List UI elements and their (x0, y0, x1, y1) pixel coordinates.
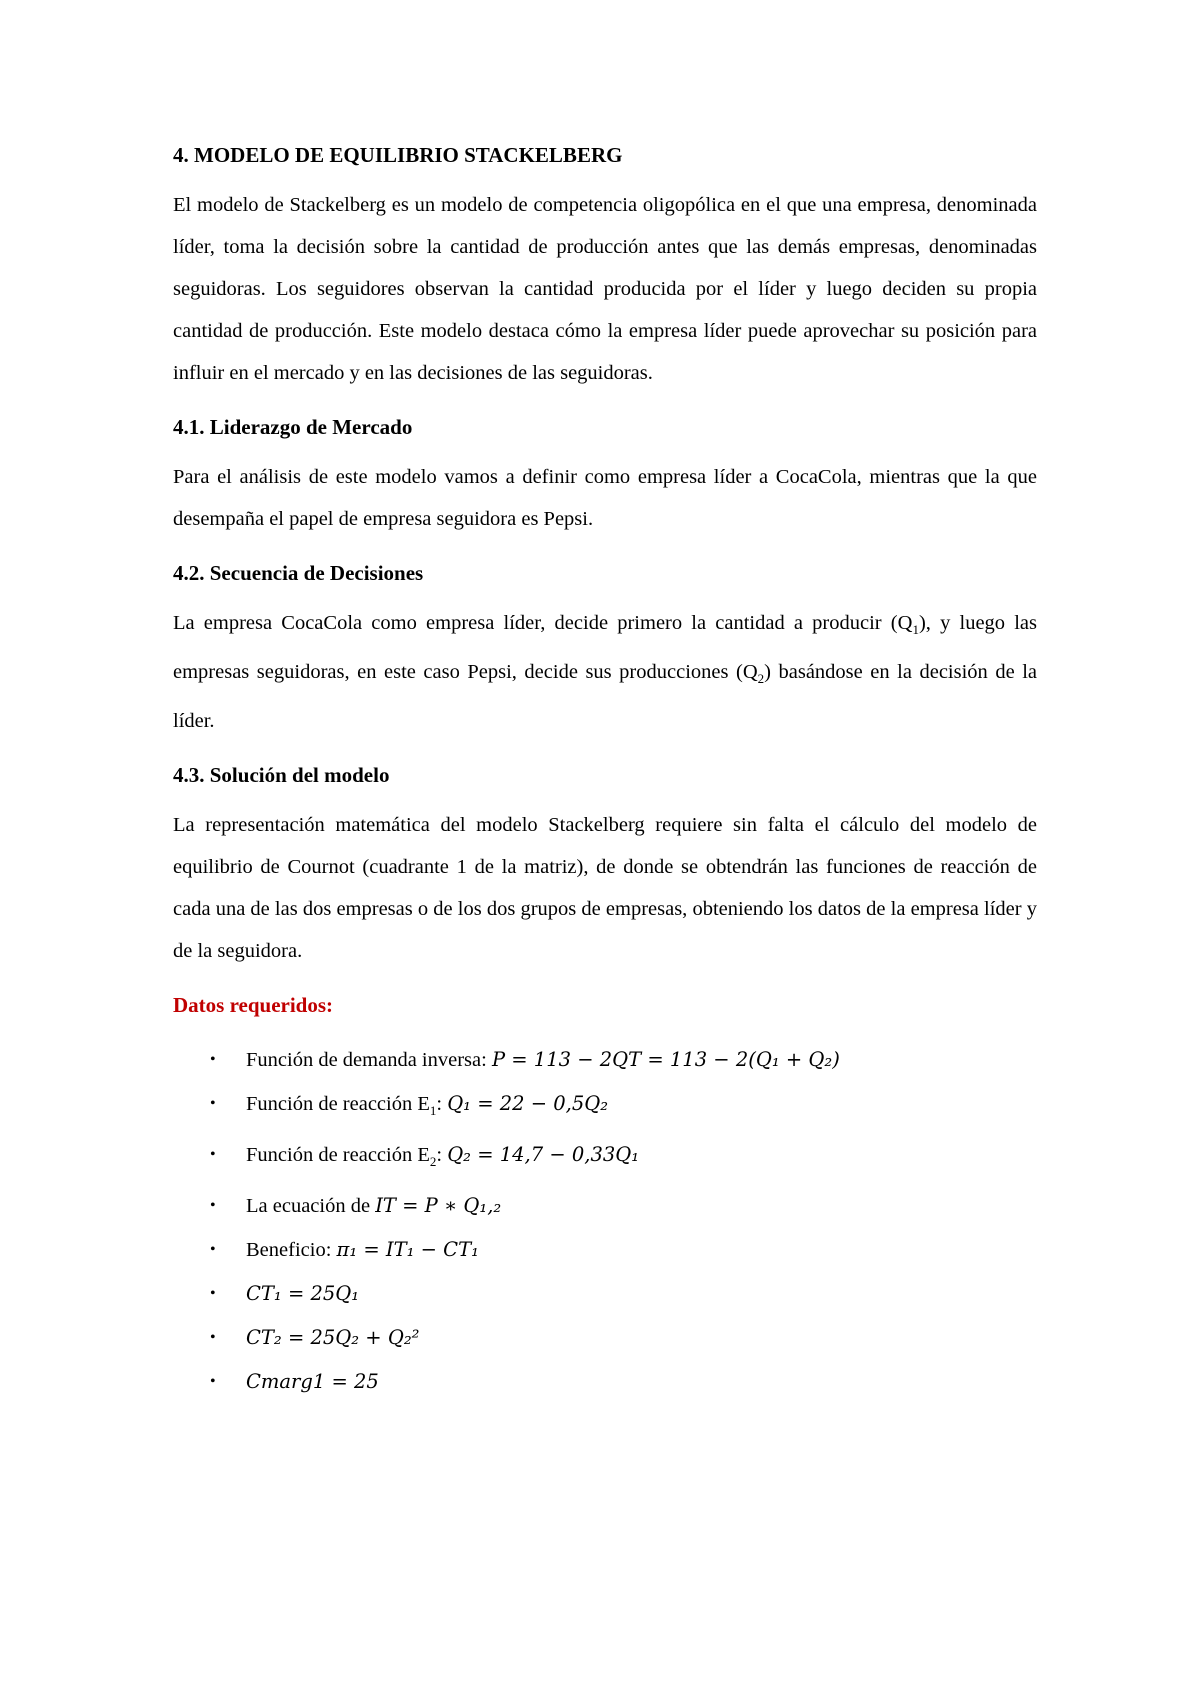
bullet-icon: • (210, 1095, 216, 1113)
bullet-icon: • (210, 1329, 216, 1347)
formula: π₁ = IT₁ − CT₁ (336, 1238, 479, 1262)
document-page (173, 140, 1037, 1404)
list-item: • Función de reacción $E_2$: Q₂ = 14,7 − 0,33Q₁ (173, 1133, 1037, 1184)
list-item: • Función de reacción $E_1$: Q₁ = 22 − 0,5Q₂ (173, 1082, 1037, 1133)
formula: Q₁ = 22 − 0,5Q₂ (447, 1092, 609, 1116)
leadership-paragraph: Para el análisis de este modelo vamos a definir como empresa líder a CocaCola, mientras que la que desempaña el papel de empresa seguidora es Pepsi. (173, 466, 1037, 530)
bullet-icon: • (210, 1051, 216, 1069)
formula: CT₁ = 25Q₁ (246, 1282, 360, 1306)
subsection-title-sequence: 4.2. Secuencia de Decisiones (173, 561, 424, 585)
intro-paragraph: El modelo de Stackelberg es un modelo de competencia oligopólica en el que una empresa, denominada líder, toma la decisión sobre la cantidad de producción antes que las demás empresas, denominadas seguidoras. Los seguidores observan la cantidad producida por el líder y luego deciden su propia cantidad de producción. Este modelo destaca cómo la empresa líder puede aprovechar su posición para influir en el mercado y en las decisiones de las seguidoras. (173, 194, 1037, 384)
bullet-icon: • (210, 1197, 216, 1215)
formula: CT₂ = 25Q₂ + Q₂² (246, 1326, 420, 1350)
list-item (173, 1272, 1037, 1316)
subsection-title-leadership: 4.1. Liderazgo de Mercado (173, 415, 413, 439)
bullet-icon: • (210, 1146, 216, 1164)
formula: IT = P ∗ Q₁,₂ (375, 1194, 502, 1218)
sequence-paragraph: La empresa CocaCola como empresa líder, decide primero la cantidad a producir $(Q_1)$, y luego las empresas seguidoras, en este caso Pepsi, decide sus producciones $(Q_2)$ basándose en la decisión de la líder. (173, 612, 1037, 733)
formula: P = 113 − 2QT = 113 − 2(Q₁ + Q₂) (491, 1048, 840, 1072)
formula: Q₂ = 14,7 − 0,33Q₁ (447, 1143, 640, 1167)
required-data-title: Datos requeridos: (173, 993, 334, 1018)
subsection-title-solution: 4.3. Solución del modelo (173, 763, 390, 788)
bullet-icon: • (210, 1285, 216, 1303)
solution-paragraph: La representación matemática del modelo Stackelberg requiere sin falta el cálculo del modelo de equilibrio de Cournot (cuadrante 1 de la matriz), de donde se obtendrán las funciones de reacción de cada una de las dos empresas o de los dos grupos de empresas, obteniendo los datos de la empresa líder y de la seguidora. (173, 814, 1037, 963)
list-item (173, 1360, 1037, 1404)
list-item: • Función de demanda inversa: P = 113 − 2QT = 113 − 2(Q₁ + Q₂) (173, 1038, 1037, 1082)
formula: Cmarg1 = 25 (246, 1370, 379, 1394)
section-title: 4. MODELO DE EQUILIBRIO STACKELBERG (173, 143, 623, 167)
list-item: • La ecuación de IT = P ∗ Q₁,₂ (173, 1184, 1037, 1228)
list-item: • Beneficio: π₁ = IT₁ − CT₁ (173, 1228, 1037, 1272)
list-item (173, 1316, 1037, 1360)
bullet-icon: • (210, 1241, 216, 1259)
bullet-icon: • (210, 1373, 216, 1391)
required-data-list (173, 1038, 1037, 1404)
